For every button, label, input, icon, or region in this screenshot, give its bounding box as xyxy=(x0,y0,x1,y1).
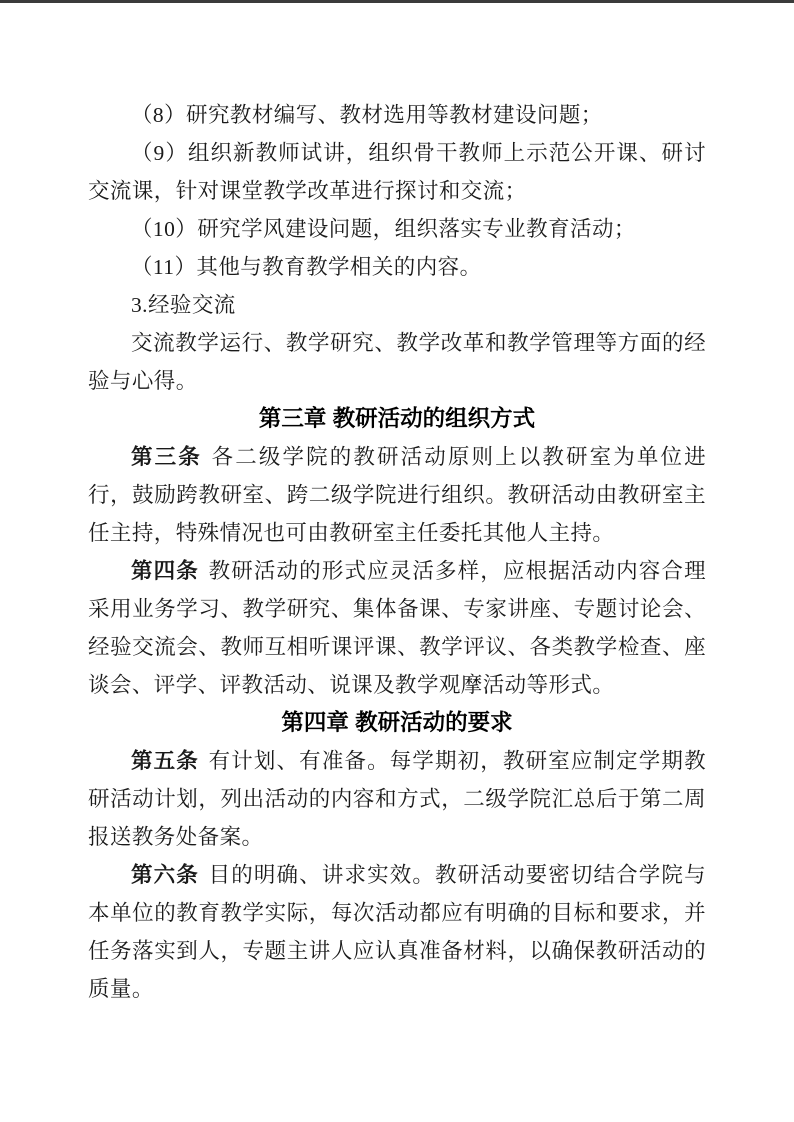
paragraph: （11）其他与教育教学相关的内容。 xyxy=(131,255,482,279)
paragraph-text: 有计划、有准备。每学期初，教研室应制定学期教研活动计划，列出活动的内容和方式，二级学院汇总后于第二周报送教务处备案。 xyxy=(88,749,707,849)
paragraph: 交流教学运行、教学研究、教学改革和教学管理等方面的经验与心得。 xyxy=(88,331,706,393)
section-heading: 第三章 教研活动的组织方式 xyxy=(258,406,536,431)
paragraph: （9）组织新教师试讲，组织骨干教师上示范公开课、研讨交流课，针对课堂教学改革进行探讨和交流； xyxy=(88,141,706,203)
paragraph: （8）研究教材编写、教材选用等教材建设问题； xyxy=(131,103,603,127)
paragraph: 3.经验交流 xyxy=(131,293,236,317)
article-number: 第四条 xyxy=(131,559,199,583)
article-number: 第六条 xyxy=(131,863,199,887)
paragraph-text: 教研活动的形式应灵活多样，应根据活动内容合理采用业务学习、教学研究、集体备课、专家讲座、专题讨论会、经验交流会、教师互相听课评课、教学评议、各类教学检查、座谈会、评学、评教活动、说课及教学观摩活动等形式。 xyxy=(88,559,707,697)
paragraph-text: 各二级学院的教研活动原则上以教研室为单位进行，鼓励跨教研室、跨二级学院进行组织。教研活动由教研室主任主持，特殊情况也可由教研室主任委托其他人主持。 xyxy=(88,445,706,545)
paragraph xyxy=(88,856,706,1008)
paragraph xyxy=(88,742,706,856)
article-number: 第五条 xyxy=(131,749,199,773)
paragraph: （10）研究学风建设问题，组织落实专业教育活动； xyxy=(131,217,636,241)
paragraph-text: 目的明确、讲求实效。教研活动要密切结合学院与本单位的教育教学实际，每次活动都应有明确的目标和要求，并任务落实到人，专题主讲人应认真准备材料，以确保教研活动的质量。 xyxy=(88,863,707,1001)
section-heading: 第四章 教研活动的要求 xyxy=(281,710,513,735)
paragraph xyxy=(88,438,706,552)
document-content xyxy=(88,96,706,1008)
scan-edge-top xyxy=(0,0,794,3)
article-number: 第三条 xyxy=(131,445,202,469)
paragraph xyxy=(88,552,706,704)
